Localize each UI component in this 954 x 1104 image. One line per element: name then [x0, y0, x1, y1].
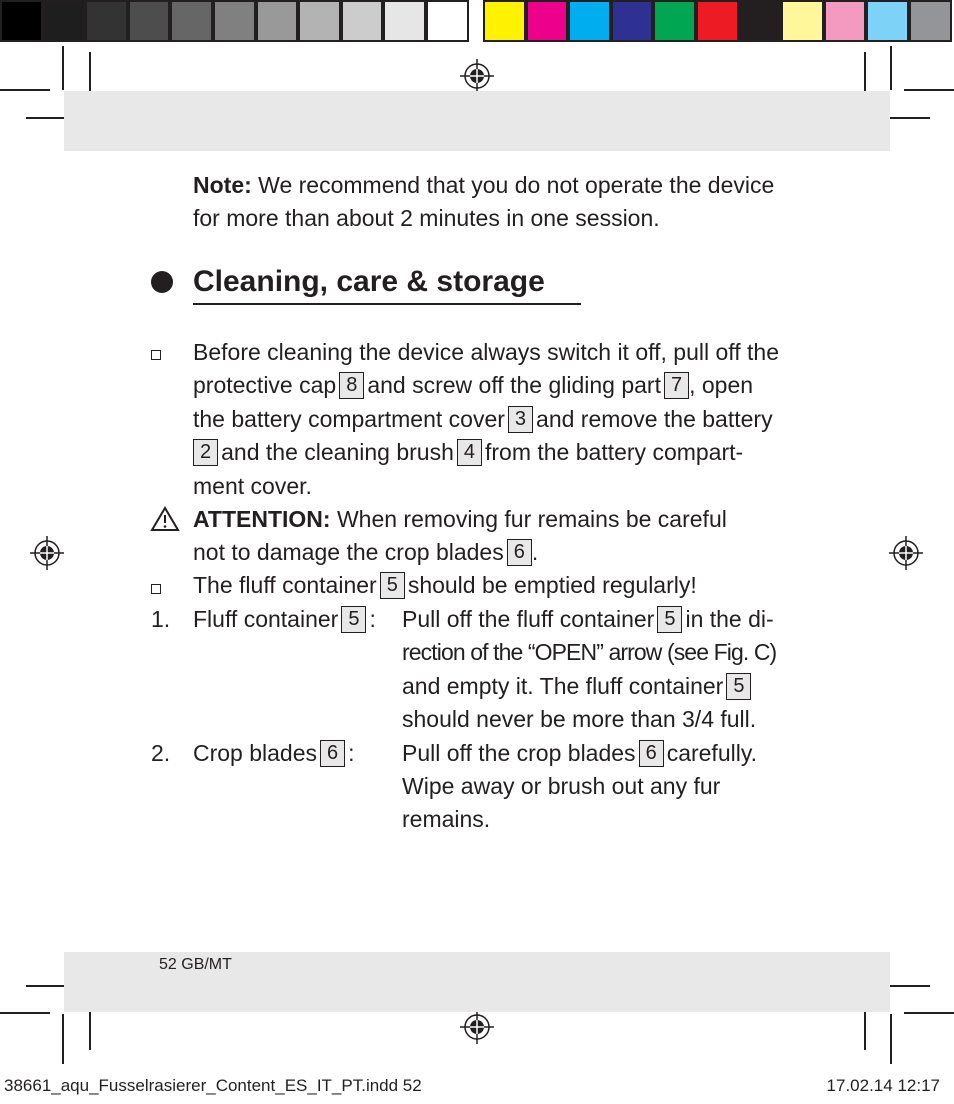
note-line-2: for more than about 2 minutes in one session. — [193, 205, 660, 231]
color-swatch — [43, 0, 86, 42]
ref-number-box: 6 — [320, 740, 345, 767]
color-swatch — [426, 0, 469, 42]
color-swatch — [696, 0, 739, 42]
note-line-1 — [193, 169, 774, 202]
slug-filename: 38661_aqu_Fusselrasierer_Content_ES_IT_PT.indd 52 — [4, 1076, 422, 1095]
registration-mark-icon — [30, 536, 64, 570]
color-swatch — [611, 0, 654, 42]
color-swatch — [526, 0, 569, 42]
color-swatch — [824, 0, 867, 42]
ref-number-box: 4 — [457, 439, 482, 466]
ref-number-box: 6 — [507, 539, 532, 566]
color-swatch — [781, 0, 824, 42]
crop-mark — [890, 1014, 892, 1064]
color-swatch — [909, 0, 952, 42]
para1-line-2 — [193, 369, 753, 402]
process-color-bar — [483, 0, 952, 46]
slug-date: 17.02.14 12:17 — [826, 1076, 940, 1095]
ref-number-box: 5 — [380, 572, 405, 599]
section-heading: Cleaning, care & storage — [193, 265, 545, 298]
crop-mark — [62, 1014, 64, 1064]
crop-mark — [0, 89, 50, 91]
color-swatch — [213, 0, 256, 42]
ref-number-box: 6 — [639, 740, 664, 767]
step2-line-3: remains. — [402, 806, 491, 832]
text: . — [531, 539, 539, 565]
step2-number: 2. — [151, 740, 171, 766]
color-swatch — [298, 0, 341, 42]
para1-line-1: Before cleaning the device always switch it off, pull off the — [193, 339, 779, 365]
text: Fluff container — [193, 606, 339, 632]
checkbox-bullet-icon — [151, 350, 161, 360]
step1-line-3 — [402, 670, 754, 703]
color-swatch — [568, 0, 611, 42]
text: Pull off the fluff container — [402, 606, 655, 632]
warning-triangle-icon — [150, 506, 180, 532]
step1-line-4: should never be more than 3/4 full. — [402, 706, 757, 732]
text: and screw off the gliding part — [367, 372, 661, 398]
crop-mark — [0, 1012, 50, 1014]
step1-line-2: rection of the “OPEN” arrow (see Fig. C) — [402, 639, 777, 665]
text: The fluff container — [193, 572, 377, 598]
text: Pull off the crop blades — [402, 740, 636, 766]
text: carefully. — [666, 740, 758, 766]
ref-number-box: 5 — [726, 673, 751, 700]
color-swatch — [653, 0, 696, 42]
text: not to damage the crop blades — [193, 539, 504, 565]
text: and empty it. The fluff container — [402, 673, 724, 699]
crop-mark — [904, 89, 954, 91]
text: from the battery compart- — [484, 439, 744, 465]
text: and the cleaning brush — [221, 439, 454, 465]
color-swatch — [85, 0, 128, 42]
color-swatch — [483, 0, 526, 42]
page-number: 52 GB/MT — [159, 956, 232, 973]
text: : — [369, 606, 376, 632]
crop-mark — [62, 46, 64, 90]
step1-line-1 — [402, 603, 774, 636]
ref-number-box: 2 — [193, 439, 218, 466]
crop-mark — [904, 1012, 954, 1014]
text: , open — [689, 372, 754, 398]
attention-line-1 — [193, 503, 727, 536]
color-swatch — [383, 0, 426, 42]
note-text: We recommend that you do not operate the device — [251, 172, 775, 198]
attention-line-2 — [193, 536, 538, 569]
step1-label — [193, 603, 376, 636]
para2-line — [193, 569, 697, 602]
note-label: Note: — [193, 172, 252, 198]
step2-line-1 — [402, 737, 757, 770]
text: and remove the battery — [536, 406, 773, 432]
text: should be emptied regularly! — [407, 572, 697, 598]
heading-bullet-icon — [151, 271, 173, 293]
text: protective cap — [193, 372, 337, 398]
step2-line-2: Wipe away or brush out any fur — [402, 773, 721, 799]
text: in the di- — [685, 606, 774, 632]
ref-number-box: 8 — [339, 372, 364, 399]
color-swatch — [256, 0, 299, 42]
text: the battery compartment cover — [193, 406, 505, 432]
step1-number: 1. — [151, 606, 171, 632]
ref-number-box: 3 — [508, 406, 533, 433]
ref-number-box: 5 — [341, 606, 366, 633]
checkbox-bullet-icon — [151, 584, 161, 594]
color-swatch — [341, 0, 384, 42]
header-band — [64, 91, 890, 151]
step2-label — [193, 737, 355, 770]
color-swatch — [128, 0, 171, 42]
color-swatch — [0, 0, 43, 42]
registration-mark-icon — [889, 536, 923, 570]
para1-line-4 — [190, 436, 743, 469]
crop-mark — [890, 46, 892, 90]
para1-line-3 — [193, 403, 773, 436]
grey-color-bar — [0, 0, 469, 46]
registration-mark-icon — [460, 1010, 494, 1044]
text: When removing fur remains be careful — [330, 506, 727, 532]
para1-line-5: ment cover. — [193, 473, 312, 499]
attention-label: ATTENTION: — [193, 506, 331, 532]
color-swatch — [170, 0, 213, 42]
registration-mark-icon — [460, 59, 494, 93]
color-swatch — [739, 0, 782, 42]
ref-number-box: 7 — [664, 372, 689, 399]
text: Crop blades — [193, 740, 318, 766]
color-swatch — [866, 0, 909, 42]
heading-underline — [193, 303, 581, 305]
ref-number-box: 5 — [657, 606, 682, 633]
text: : — [348, 740, 355, 766]
